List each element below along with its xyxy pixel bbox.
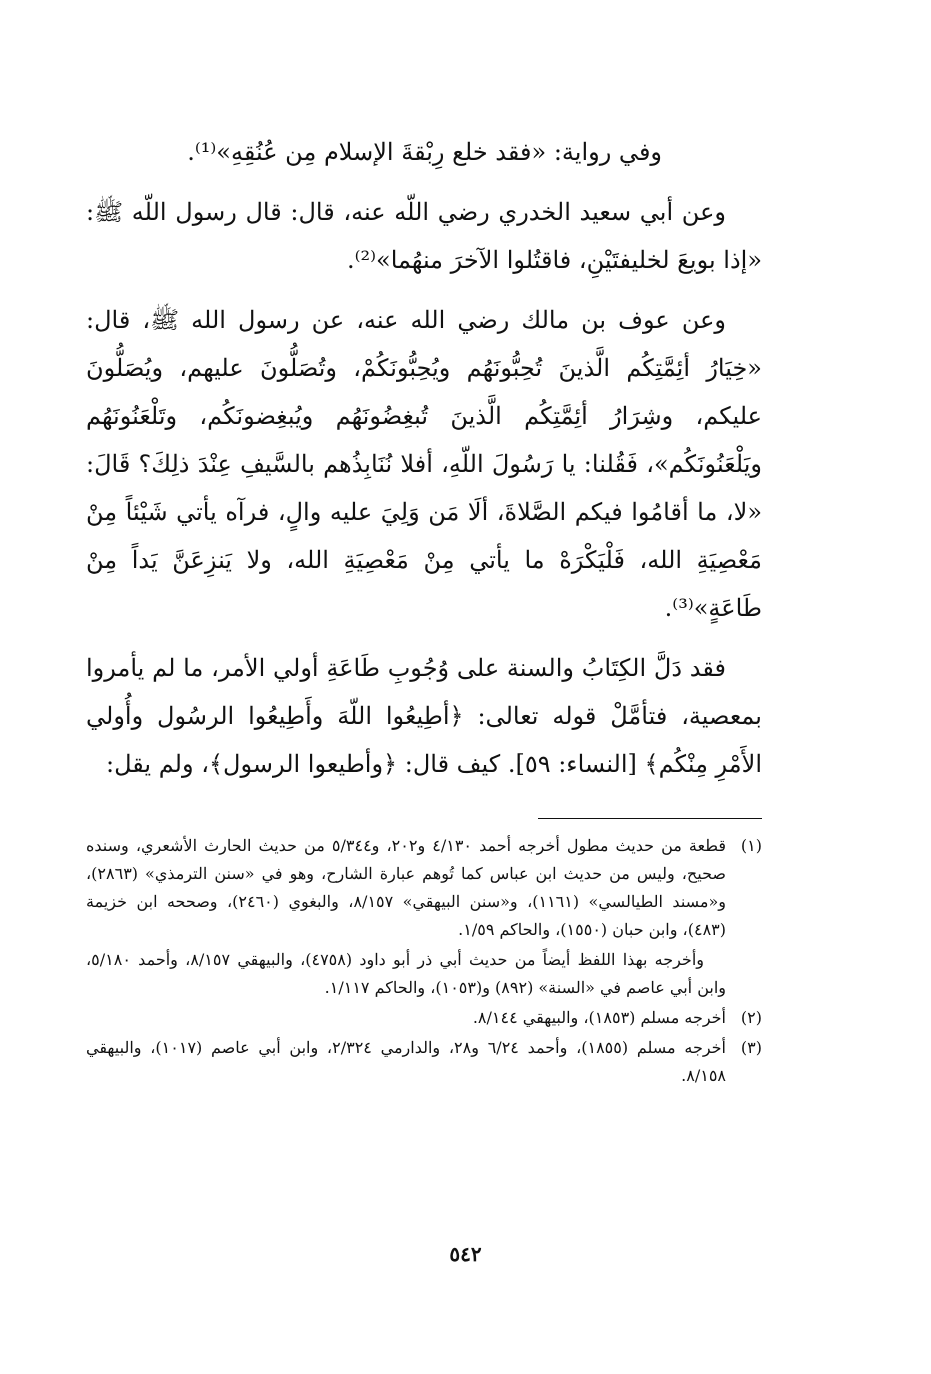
footnote-1-continuation: وأخرجه بهذا اللفظ أيضاً من حديث أبي ذر أبو داود (٤٧٥٨)، والبيهقي ٨/١٥٧، وأحمد ٥/١٨٠، وابن أبي عاصم في «السنة» (٨٩٢) و(١٠٥٣)، والحاكم ١/١١٧.: [86, 950, 726, 997]
paragraph-abu-said-hadith: وعن أبي سعيد الخدري رضي اللّه عنه، قال: قال رسول اللّه ﷺ: «إذا بويعَ لخليفتَيْنِ، فاقتُلوا الآخرَ منهُما»⁽²⁾.: [86, 198, 762, 274]
paragraph-obedience-commentary: فقد دَلَّ الكِتَابُ والسنة على وُجُوبِ طَاعَةِ أولي الأمر، ما لم يأمروا بمعصية، فتأمَّلْ قوله تعالى: ﴿أطِيعُوا اللّهَ وأَطِيعُوا الرسُول وأُولي الأَمْرِ مِنْكُم﴾ [النساء: ٥٩]. كيف قال: ﴿وأطيعوا الرسول﴾، ولم يقل:: [86, 654, 762, 778]
footnote-number: (١): [740, 836, 762, 855]
footnote-2: [86, 1004, 762, 1032]
paragraph-narration-variant: وفي رواية: «فقد خلع رِبْقةَ الإسلام مِن عُنُقِهِ»⁽¹⁾.: [187, 138, 662, 166]
footnote-separator: [538, 818, 762, 819]
page-number: ٥٤٢: [449, 1242, 482, 1266]
footnotes: [86, 832, 762, 1092]
footnote-number: (٣): [740, 1038, 762, 1057]
paragraph-awf-hadith: وعن عوف بن مالك رضي الله عنه، عن رسول الله ﷺ، قال: «خِيَارُ أئِمَّتِكُم الَّذينَ تُحِبُّونَهُم ويُحِبُّونَكُمْ، وتُصَلُّونَ عليهم، ويُصَلُّونَ عليكم، وشِرَارُ أئِمَّتِكُم الَّذينَ تُبغِضُونَهُم ويُبغِضونَكُم، وتَلْعَنُونَهُم ويَلْعَنُونَكُم»، فَقُلنا: يا رَسُولَ اللّهِ، أفلا نُنَابِذُهم بالسَّيفِ عِنْدَ ذلِكَ؟ قَالَ: «لا، ما أقامُوا فيكم الصَّلاةَ، ألَا مَن وَلِيَ عليه والٍ، فرآه يأتي شَيْئاً مِنْ مَعْصِيَةِ الله، فَلْيَكْرَهْ ما يأتي مِنْ مَعْصِيَةِ الله، ولا يَنزِعَنَّ يَداً مِنْ طَاعَةٍ»⁽³⁾.: [86, 306, 762, 622]
footnote-text: قطعة من حديث مطول أخرجه أحمد ٤/١٣٠ و٢٠٢، و٥/٣٤٤ من حديث الحارث الأشعري، وسنده صحيح، وليس من حديث ابن عباس كما تُوهم عبارة الشارح، وهو في «سنن الترمذي» (٢٨٦٣)، و«مسند الطيالسي» (١١٦١)، و«سنن البيهقي» ٨/١٥٧، والبغوي (٢٤٦٠)، وصححه ابن خزيمة (٤٨٣)، وابن حبان (١٥٥٠)، والحاكم ١/٥٩.: [86, 836, 727, 939]
footnote-text: أخرجه مسلم (١٨٥٣)، والبيهقي ٨/١٤٤.: [472, 1008, 726, 1027]
footnote-1: [86, 832, 762, 944]
main-text: [86, 128, 762, 800]
footnote-3: [86, 1034, 762, 1090]
footnote-text: أخرجه مسلم (١٨٥٥)، وأحمد ٦/٢٤ و٢٨، والدارمي ٢/٣٢٤، وابن أبي عاصم (١٠١٧)، والبيهقي ٨/١٥٨.: [86, 1038, 727, 1085]
footnote-number: (٢): [740, 1008, 762, 1027]
